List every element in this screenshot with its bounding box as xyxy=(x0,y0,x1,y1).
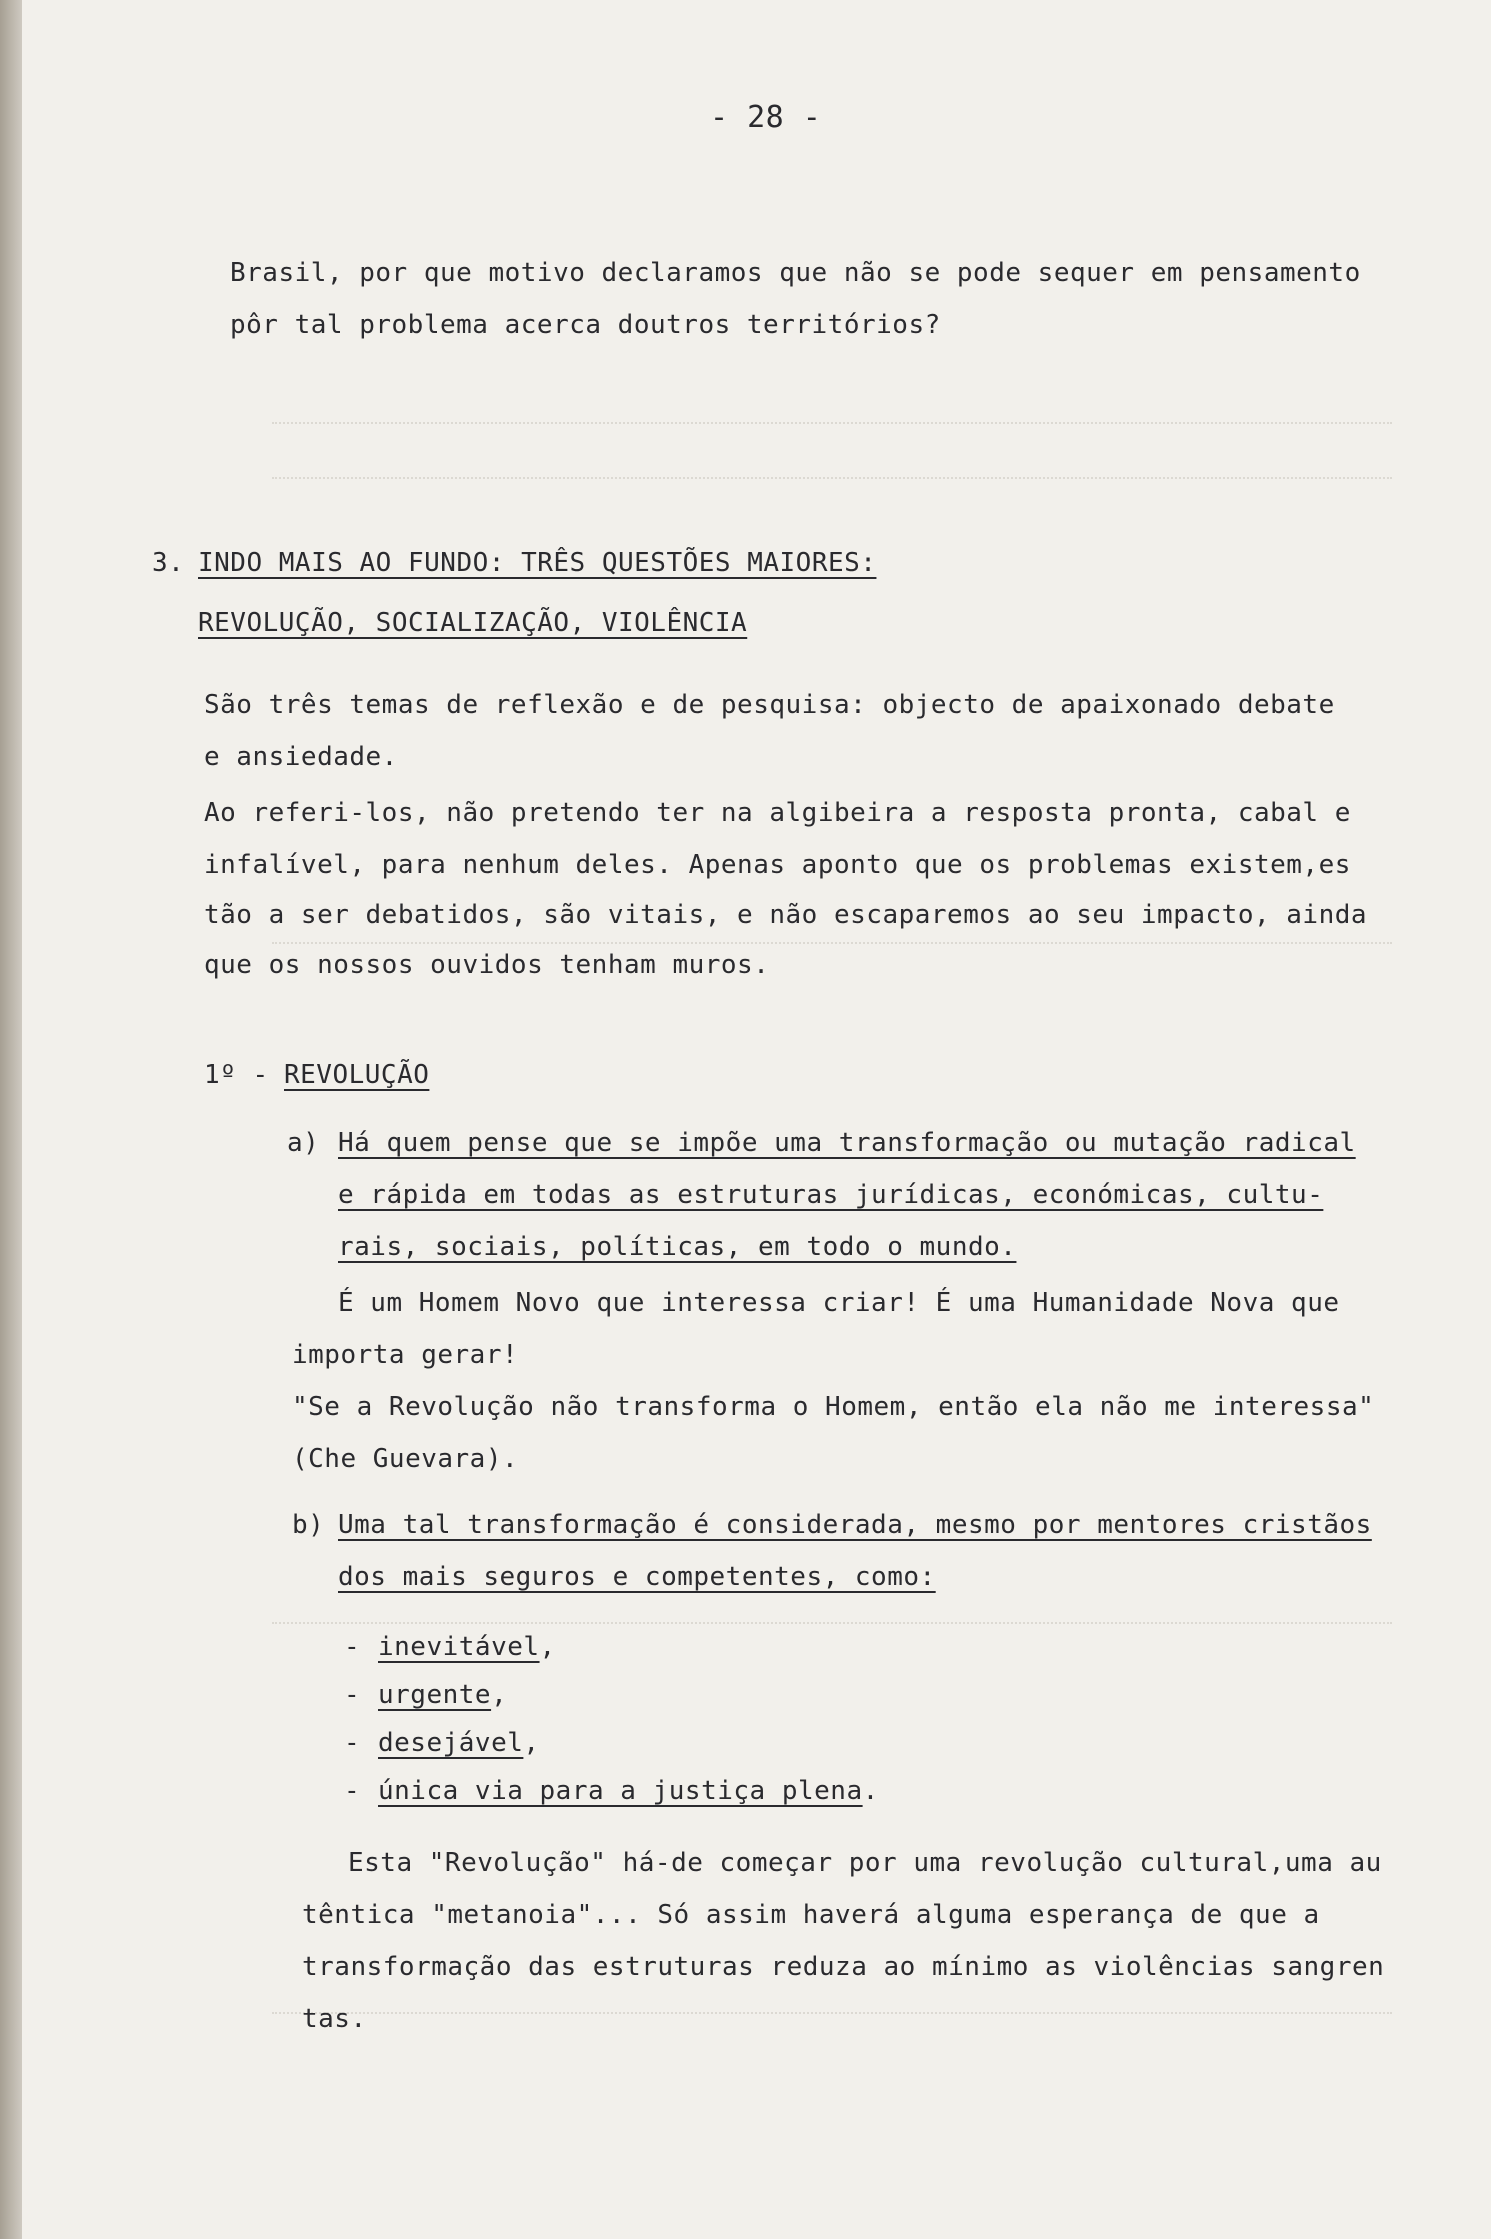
paragraph-line: São três temas de reflexão e de pesquisa: objecto de apaixonado debate xyxy=(204,690,1335,720)
list-item: inevitável, xyxy=(378,1632,556,1662)
page-binding-shadow xyxy=(0,0,22,2239)
list-item: desejável, xyxy=(378,1728,540,1758)
quote-attribution: (Che Guevara). xyxy=(292,1444,519,1474)
section-number: 3. xyxy=(152,548,185,578)
closing-line: tas. xyxy=(302,2004,367,2034)
list-item: única via para a justiça plena. xyxy=(378,1776,879,1806)
quote-line: É um Homem Novo que interessa criar! É uma Humanidade Nova que xyxy=(338,1288,1340,1318)
paragraph-line: Ao referi-los, não pretendo ter na algibeira a resposta pronta, cabal e xyxy=(204,798,1351,828)
bleed-through-texture xyxy=(272,400,1392,424)
subitem-label-a: a) xyxy=(287,1128,320,1158)
subitem-a-line: e rápida em todas as estruturas jurídicas, económicas, cultu- xyxy=(338,1180,1324,1210)
list-dash: - xyxy=(344,1632,361,1662)
list-dash: - xyxy=(344,1776,361,1806)
paragraph-line: que os nossos ouvidos tenham muros. xyxy=(204,950,770,980)
subitem-label-b: b) xyxy=(292,1510,325,1540)
paragraph-line: infalível, para nenhum deles. Apenas aponto que os problemas existem,es xyxy=(204,850,1351,880)
closing-line: têntica "metanoia"... Só assim haverá alguma esperança de que a xyxy=(302,1900,1320,1930)
quote-line: "Se a Revolução não transforma o Homem, então ela não me interessa" xyxy=(292,1392,1375,1422)
list-dash: - xyxy=(344,1680,361,1710)
item-number: 1º - xyxy=(204,1060,269,1090)
subitem-a-line: Há quem pense que se impõe uma transformação ou mutação radical xyxy=(338,1128,1356,1158)
section-subtitle: REVOLUÇÃO, SOCIALIZAÇÃO, VIOLÊNCIA xyxy=(198,608,748,638)
quote-line: importa gerar! xyxy=(292,1340,519,1370)
bleed-through-texture xyxy=(272,1990,1392,2014)
subitem-b-line: Uma tal transformação é considerada, mesmo por mentores cristãos xyxy=(338,1510,1372,1540)
bleed-through-texture xyxy=(272,455,1392,479)
intro-line-2: pôr tal problema acerca doutros territórios? xyxy=(230,310,941,340)
section-title: INDO MAIS AO FUNDO: TRÊS QUESTÕES MAIORES: xyxy=(198,548,877,578)
list-item: urgente, xyxy=(378,1680,508,1710)
document-page xyxy=(22,0,1491,2239)
intro-line-1: Brasil, por que motivo declaramos que não se pode sequer em pensamento xyxy=(230,258,1361,288)
subitem-a-line: rais, sociais, políticas, em todo o mundo. xyxy=(338,1232,1017,1262)
closing-line: Esta "Revolução" há-de começar por uma revolução cultural,uma au xyxy=(348,1848,1382,1878)
page-number: - 28 - xyxy=(710,100,822,135)
list-dash: - xyxy=(344,1728,361,1758)
paragraph-line: tão a ser debatidos, são vitais, e não escaparemos ao seu impacto, ainda xyxy=(204,900,1368,930)
bleed-through-texture xyxy=(272,1600,1392,1624)
item-title: REVOLUÇÃO xyxy=(284,1060,430,1090)
subitem-b-line: dos mais seguros e competentes, como: xyxy=(338,1562,936,1592)
paragraph-line: e ansiedade. xyxy=(204,742,398,772)
closing-line: transformação das estruturas reduza ao mínimo as violências sangren xyxy=(302,1952,1385,1982)
